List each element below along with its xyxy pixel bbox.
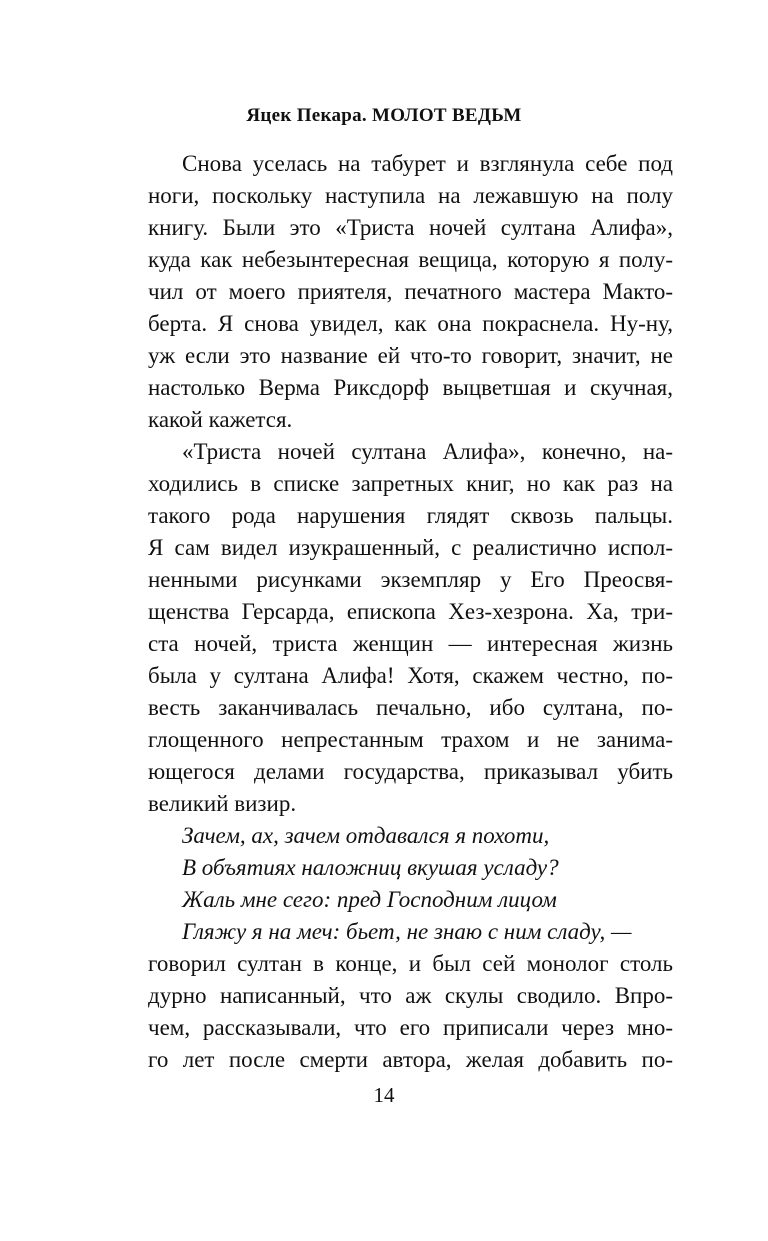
text-line: уж если это название ей что-то говорит, значит, не <box>148 343 673 368</box>
text-line: книгу. Были это «Триста ночей султана Алифа», <box>148 215 673 240</box>
text-line: такого рода нарушения глядят сквозь пальцы. <box>148 503 673 528</box>
text-line: берта. Я снова увидел, как она покраснела. Ну-ну, <box>148 311 673 336</box>
text-line: дурно написанный, что аж скулы сводило. Впро- <box>148 983 673 1008</box>
text-line: глощенного непрестанным трахом и не занима- <box>148 727 673 752</box>
text-line: была у султана Алифа! Хотя, скажем честно, по- <box>148 663 673 688</box>
text-line: Я сам видел изукрашенный, с реалистично испол- <box>148 535 673 560</box>
text-line: ста ночей, триста женщин — интересная жизнь <box>148 631 673 656</box>
verse-line: Зачем, ах, зачем отдавался я похоти, <box>182 823 550 848</box>
running-head: Яцек Пекара. МОЛОТ ВЕДЬМ <box>246 105 522 126</box>
text-line: ходились в списке запретных книг, но как раз на <box>148 471 673 496</box>
text-line: ноги, поскольку наступила на лежавшую на полу <box>148 183 673 208</box>
text-line: ненными рисунками экземпляр у Его Преосвя- <box>148 567 673 592</box>
verse-line: В объятиях наложниц вкушая усладу? <box>182 855 559 880</box>
text-line: какой кажется. <box>148 407 293 432</box>
text-line: «Триста ночей султана Алифа», конечно, на- <box>182 439 673 464</box>
verse-line: Гляжу я на меч: бьет, не знаю с ним сладу, — <box>182 919 632 944</box>
text-line: щенства Герсарда, епископа Хез-хезрона. Ха, три- <box>148 599 673 624</box>
text-line: го лет после смерти автора, желая добавить по- <box>148 1047 673 1072</box>
text-line: весть заканчивалась печально, ибо султана, по- <box>148 695 673 720</box>
text-line: настолько Верма Риксдорф выцветшая и скучная, <box>148 375 673 400</box>
text-line: куда как небезынтересная вещица, которую я полу- <box>148 247 673 272</box>
body-text <box>148 148 673 1076</box>
text-line: чем, рассказывали, что его приписали через мно- <box>148 1015 673 1040</box>
text-line: Снова уселась на табурет и взглянула себе под <box>182 151 673 176</box>
text-line: чил от моего приятеля, печатного мастера Макто- <box>148 279 673 304</box>
verse-line: Жаль мне сего: пред Господним лицом <box>182 887 557 912</box>
text-line: говорил султан в конце, и был сей монолог столь <box>148 951 673 976</box>
text-line: ющегося делами государства, приказывал убить <box>148 759 673 784</box>
text-line: великий визир. <box>148 791 297 816</box>
page-number: 14 <box>373 1083 395 1107</box>
